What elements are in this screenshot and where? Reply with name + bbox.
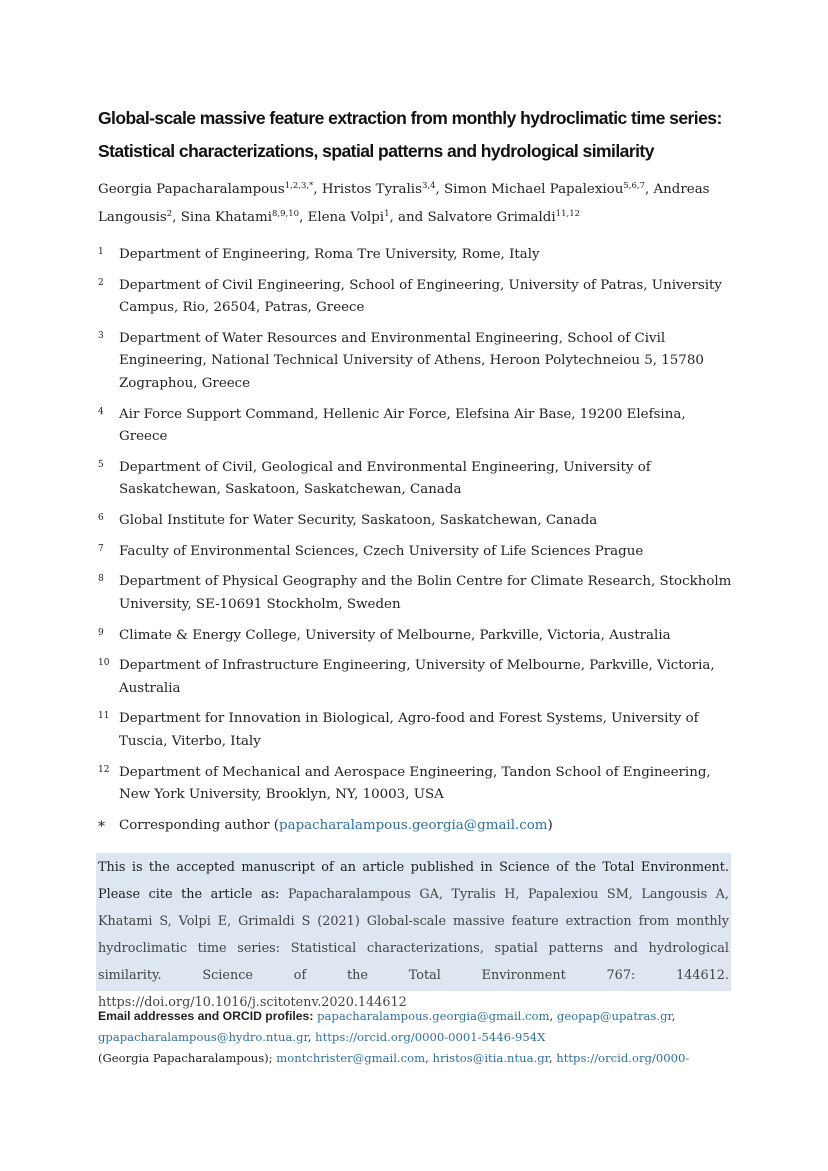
affiliation-text: Global Institute for Water Security, Saskatoon, Saskatchewan, Canada (119, 512, 598, 528)
affiliation-number: 3 (98, 330, 104, 341)
affiliation-number: 11 (98, 711, 110, 722)
affiliation-number: 6 (98, 512, 104, 523)
affiliation-list (98, 244, 738, 847)
orcid-link[interactable]: https://orcid.org/0000- (556, 1051, 690, 1065)
paper-title (98, 102, 758, 168)
email-orcid-section (98, 1006, 738, 1069)
author-name: Georgia Papacharalampous (98, 182, 285, 197)
author-name: Simon Michael Papalexiou (444, 182, 624, 197)
email-line-3: (Georgia Papacharalampous); montchrister@gmail.com, hristos@itia.ntua.gr, https://orcid.org/0000- (98, 1051, 690, 1065)
corresponding-mark: * (98, 818, 105, 835)
affiliation-text: Air Force Support Command, Hellenic Air Force, Elefsina Air Base, 19200 Elefsina, Greece (119, 406, 686, 445)
email-link[interactable]: papacharalampous.georgia@gmail.com (317, 1009, 550, 1023)
author-name: Elena Volpi (307, 210, 385, 225)
affiliation-item (98, 404, 738, 449)
affiliation-text: Department of Physical Geography and the Bolin Centre for Climate Research, Stockholm University, SE-10691 Stockholm, Sweden (119, 574, 732, 612)
affiliation-item (98, 457, 738, 502)
author-list (98, 176, 738, 232)
author-name: Salvatore Grimaldi (427, 210, 556, 225)
affiliation-number: 8 (98, 574, 104, 585)
author-affiliation-marks: 5,6,7 (623, 181, 645, 191)
affiliation-item (98, 708, 738, 753)
affiliation-item (98, 762, 738, 807)
author-affiliation-marks: 11,12 (555, 209, 581, 219)
affiliation-item (98, 571, 738, 616)
affiliation-item (98, 625, 738, 648)
affiliation-text: Department of Civil Engineering, School of Engineering, University of Patras, University Campus, Rio, 26504, Patras, Greece (119, 277, 722, 316)
title-line-2: Statistical characterizations, spatial patterns and hydrological similarity (98, 141, 654, 161)
notice-citation: Papacharalampous GA, Tyralis H, Papalexiou SM, Langousis A, Khatami S, Volpi E, Grimaldi S (2021) Global-scale massive feature extraction from monthly hydroclimatic time series: Statistical characterizations, spatial patterns and hydrological similarity. Science of the Total Environment 767: 144612. https://doi.org/10.1016/j.scitotenv.2020.144612 (98, 887, 729, 1010)
email-link[interactable]: montchrister@gmail.com (276, 1051, 426, 1065)
affiliation-number: 1 (98, 247, 104, 257)
author-separator: , and (389, 210, 428, 225)
email-link[interactable]: geopap@upatras.gr (556, 1009, 672, 1023)
corresponding-email-link[interactable]: papacharalampous.georgia@gmail.com (279, 817, 548, 833)
affiliation-text: Department of Engineering, Roma Tre University, Rome, Italy (119, 247, 540, 262)
email-heading: Email addresses and ORCID profiles: (98, 1009, 314, 1023)
corresponding-text (119, 815, 738, 839)
corresponding-close: ) (547, 817, 553, 833)
notice-lead: This is the accepted manuscript of an article published in Science of the Total Environment. Please cite the article as: (98, 860, 729, 902)
corresponding-label: Corresponding author ( (119, 817, 280, 833)
email-link[interactable]: hristos@itia.ntua.gr (432, 1051, 549, 1065)
publication-notice (96, 853, 731, 1010)
affiliation-text: Department for Innovation in Biological, Agro-food and Forest Systems, University of Tuscia, Viterbo, Italy (119, 711, 699, 749)
author-separator: , (435, 182, 444, 197)
author-name: Sina Khatami (180, 210, 273, 225)
orcid-link[interactable]: https://orcid.org/0000-0001-5446-954X (315, 1030, 546, 1044)
affiliation-item (98, 244, 738, 267)
affiliation-text: Climate & Energy College, University of Melbourne, Parkville, Victoria, Australia (119, 627, 671, 643)
author-affiliation-marks: 2 (166, 209, 173, 219)
author-affiliation-marks: 1,2,3,* (284, 181, 314, 191)
affiliation-number: 12 (98, 764, 110, 775)
affiliation-item (98, 275, 738, 320)
corresponding-author (98, 815, 738, 839)
affiliation-text: Department of Infrastructure Engineering, University of Melbourne, Parkville, Victoria, Australia (119, 658, 715, 696)
affiliation-text: Department of Mechanical and Aerospace Engineering, Tandon School of Engineering, New York University, Brooklyn, NY, 10003, USA (119, 764, 711, 803)
affiliation-number: 4 (98, 406, 104, 417)
title-line-1: Global-scale massive feature extraction from monthly hydroclimatic time series: (98, 108, 722, 128)
author-separator: , (299, 210, 308, 225)
author-affiliation-marks: 1 (384, 209, 390, 219)
affiliation-item (98, 328, 738, 396)
affiliation-number: 5 (98, 459, 104, 470)
affiliation-number: 7 (98, 543, 104, 554)
affiliation-item (98, 655, 738, 700)
affiliation-number: 2 (98, 277, 104, 288)
email-line-2: gpapacharalampous@hydro.ntua.gr, https://orcid.org/0000-0001-5446-954X (98, 1030, 546, 1044)
affiliation-number: 9 (98, 627, 104, 638)
author-separator: , (644, 182, 654, 197)
author-name: Andreas Langousis (98, 182, 710, 225)
affiliation-item (98, 541, 738, 564)
email-owner: (Georgia Papacharalampous); (98, 1051, 277, 1065)
email-link[interactable]: gpapacharalampous@hydro.ntua.gr (98, 1030, 308, 1044)
affiliation-text: Department of Civil, Geological and Environmental Engineering, University of Saskatchewan, Saskatoon, Saskatchewan, Canada (119, 459, 651, 498)
author-name: Hristos Tyralis (321, 182, 422, 197)
affiliation-text: Department of Water Resources and Environmental Engineering, School of Civil Engineering, National Technical University of Athens, Heroon Polytechneiou 5, 15780 Zographou, Greece (119, 330, 704, 391)
affiliation-number: 10 (98, 658, 110, 669)
author-separator: , (313, 182, 322, 197)
author-affiliation-marks: 8,9,10 (272, 209, 300, 219)
author-affiliation-marks: 3,4 (421, 181, 436, 191)
email-line-1: Email addresses and ORCID profiles: papacharalampous.georgia@gmail.com, geopap@upatras.gr, (98, 1009, 676, 1023)
affiliation-text: Faculty of Environmental Sciences, Czech University of Life Sciences Prague (119, 543, 644, 559)
affiliation-item (98, 510, 738, 533)
author-separator: , (172, 210, 181, 225)
